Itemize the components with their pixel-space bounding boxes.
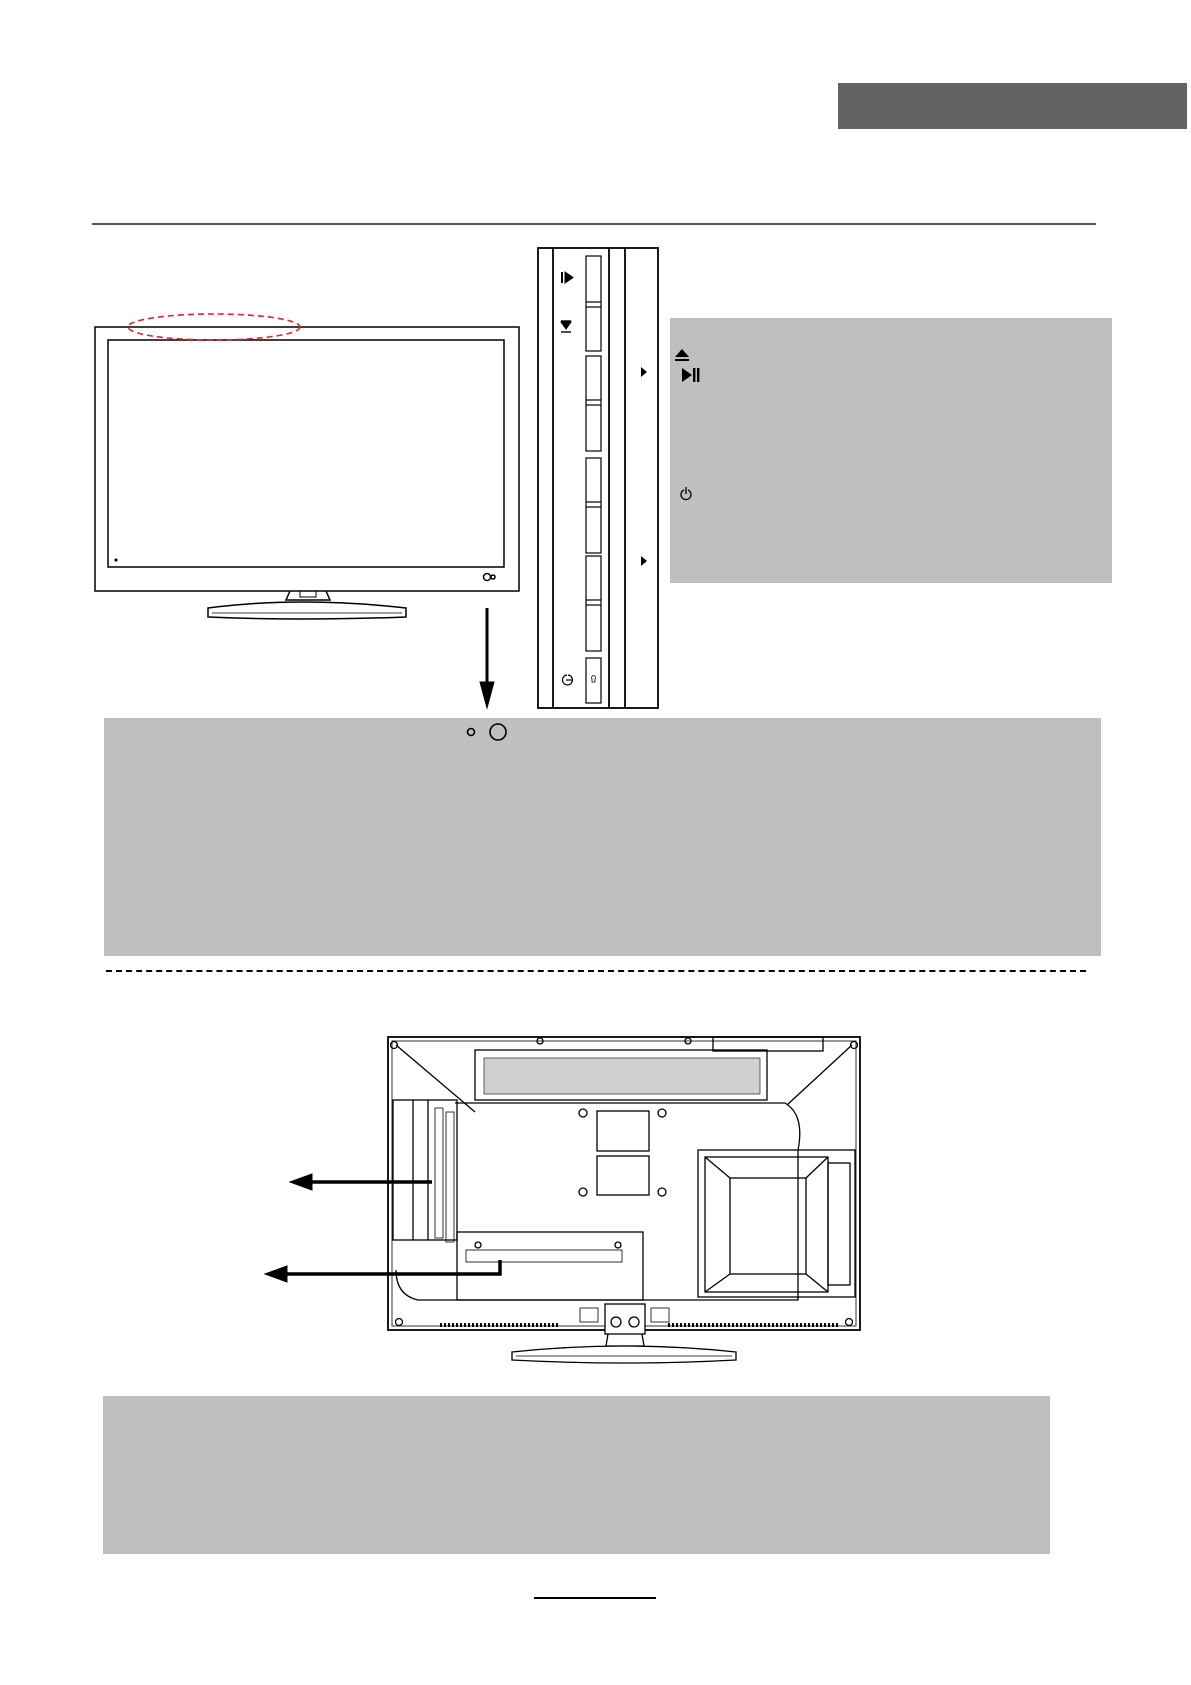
eject-icon bbox=[675, 349, 689, 361]
page-number-rule bbox=[534, 1597, 656, 1599]
play-pause-icon bbox=[682, 368, 699, 382]
side-button-strip bbox=[538, 248, 658, 708]
panel-power-icon bbox=[681, 487, 691, 500]
front-tv-illustration bbox=[95, 327, 519, 619]
sensor-icon bbox=[468, 729, 475, 736]
led-icon bbox=[490, 724, 506, 740]
page-number bbox=[534, 1602, 656, 1624]
rear-tv-illustration bbox=[388, 1037, 860, 1363]
arrow-to-indicators bbox=[480, 608, 494, 708]
